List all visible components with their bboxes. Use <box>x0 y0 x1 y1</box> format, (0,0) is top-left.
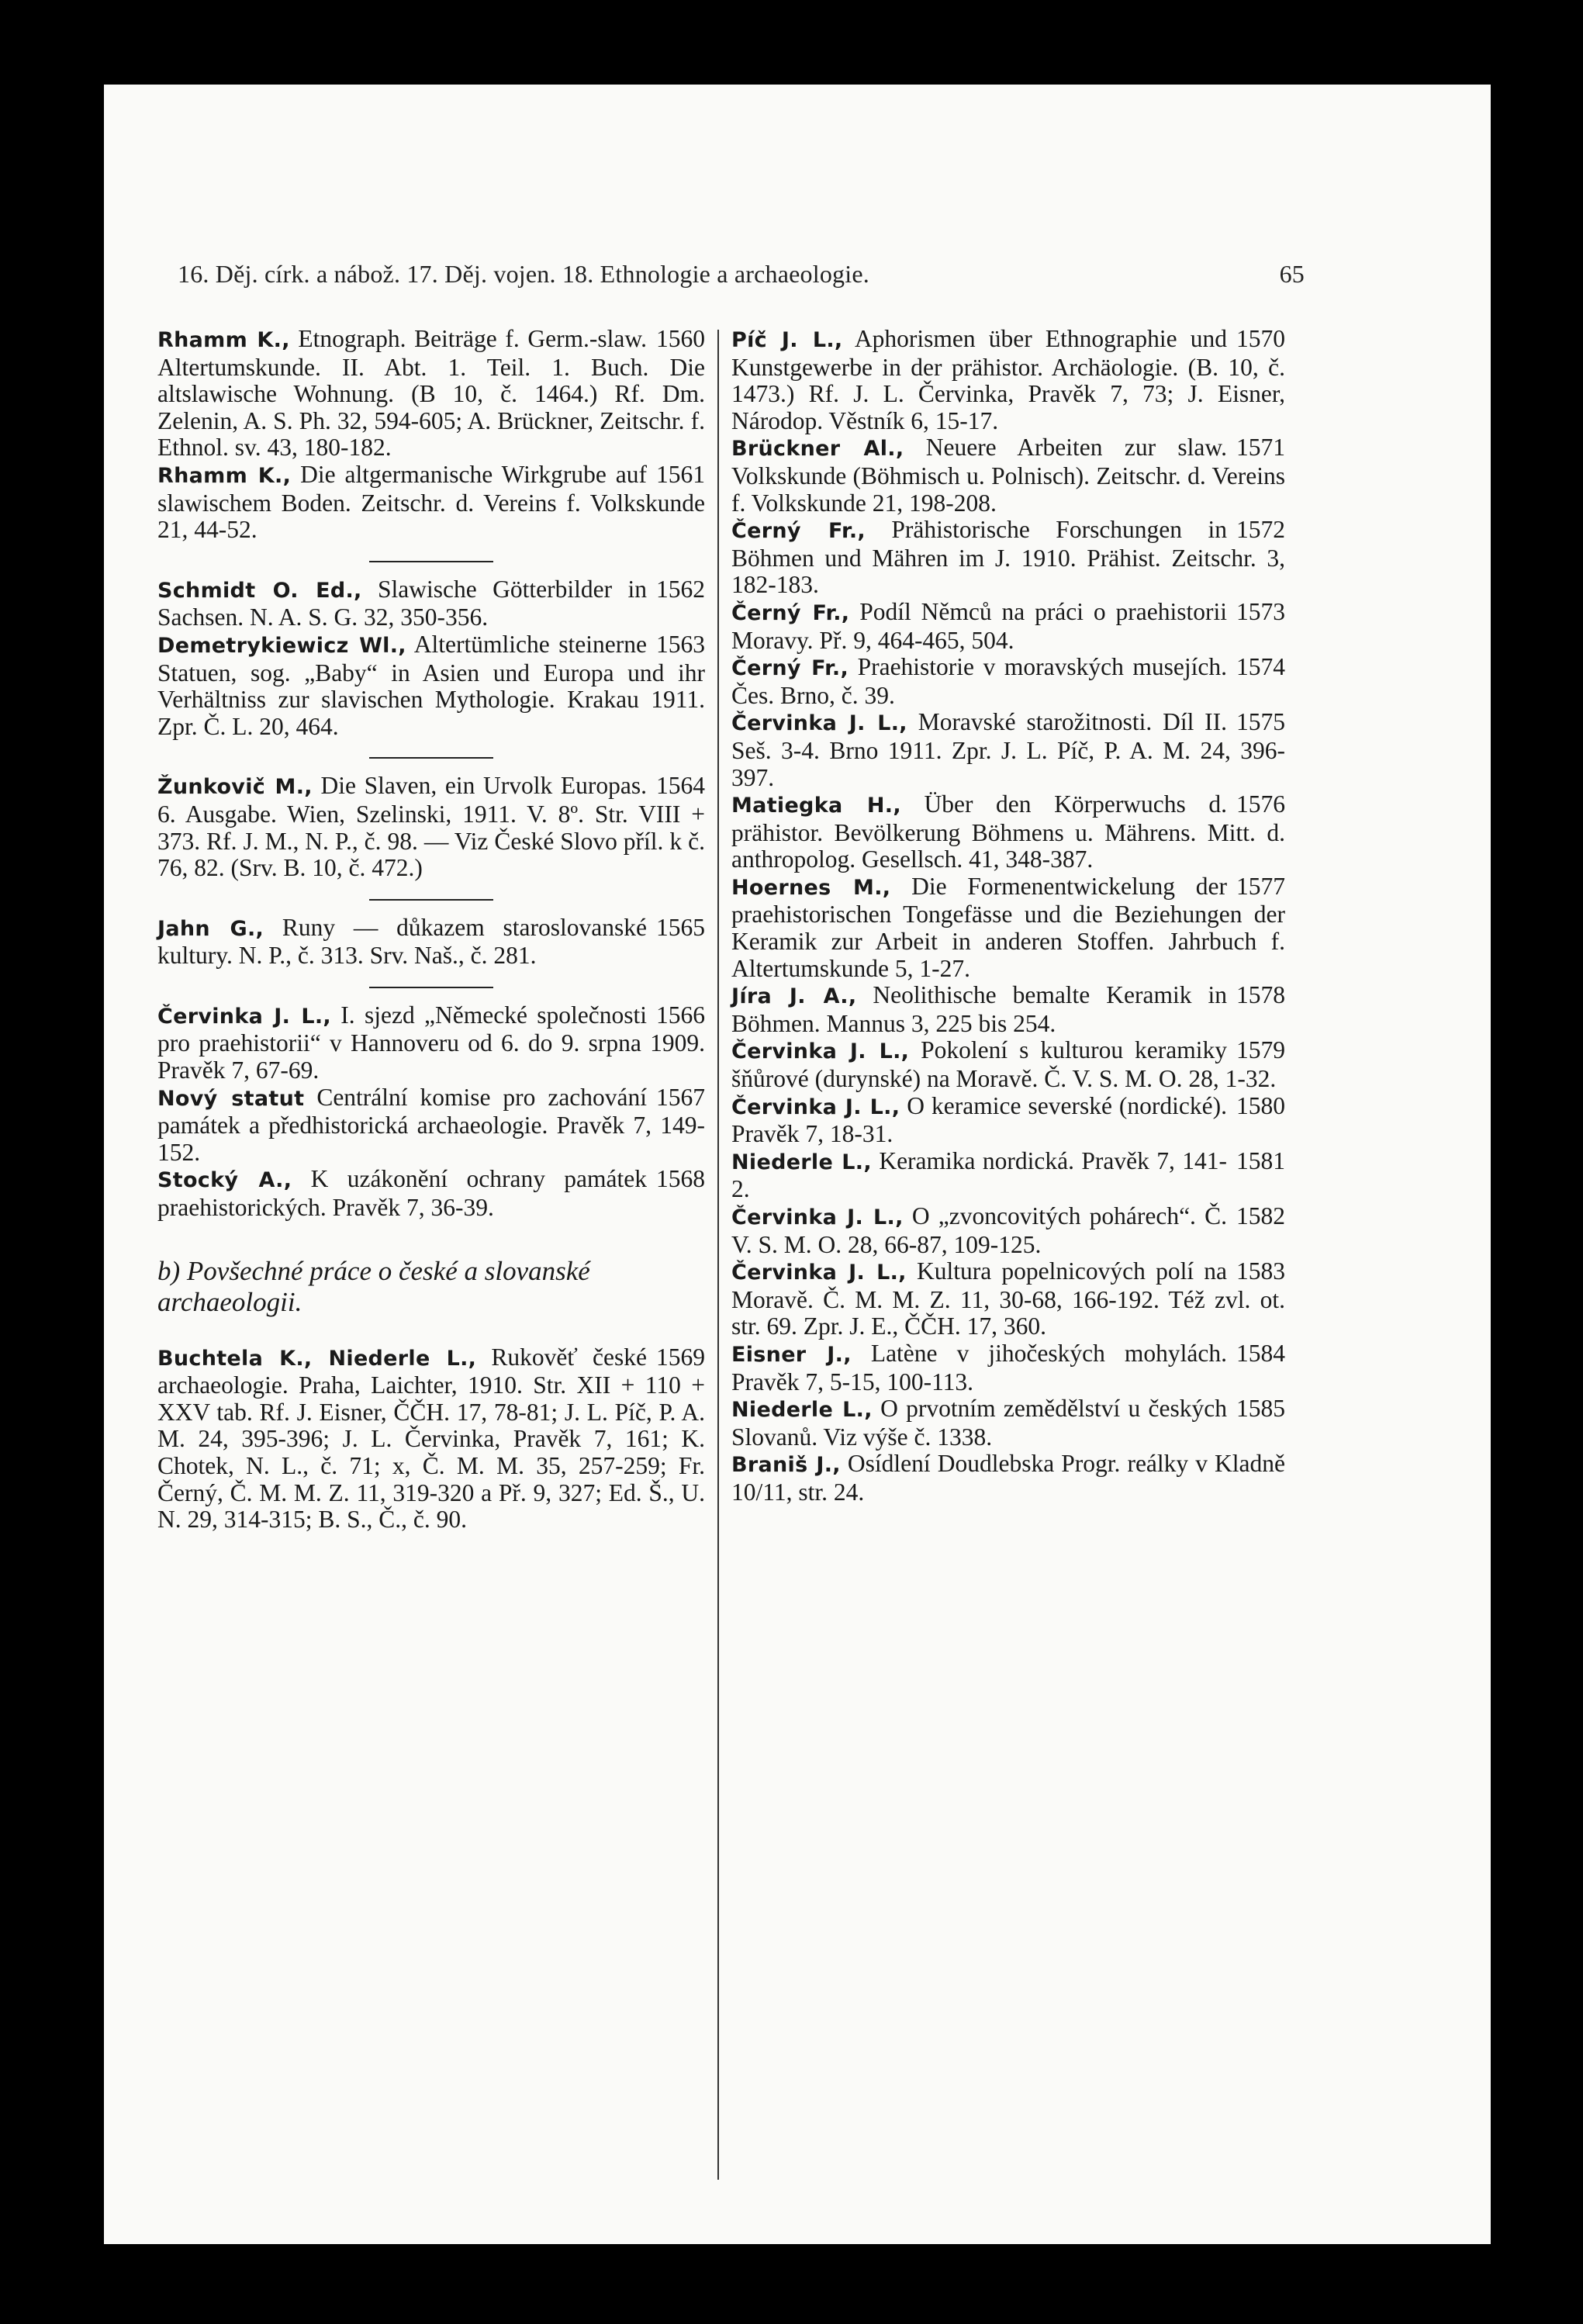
entry-text: Aphorismen über Ethnographie und Kunstgewerbe in der prähistor. Archäologie. (B. 10, č. 1473.) Rf. J. L. Červinka, Pravěk 7, 73; J. Eisner, Národop. Věstník 6, 15-17. <box>731 325 1285 434</box>
entry-author: Červinka J. L., <box>731 1095 900 1119</box>
entry-text: K uzákonění ochrany památek praehistorických. Pravěk 7, 36-39. <box>157 1165 648 1222</box>
entry-text: Die Formenentwickelung der praehistorischen Tongefässe und die Beziehungen der Keramik zur Arbeit in anderen Stoffen. Jahrbuch f. Altertumskunde 5, 1-27. <box>731 872 1285 982</box>
entry-author: Buchtela K., Niederle L., <box>157 1346 477 1371</box>
entry-text: Runy — důkazem staroslovanské kultury. N. P., č. 313. Srv. Naš., č. 281. <box>157 913 648 970</box>
entry-author: Brückner Al., <box>731 437 904 462</box>
entry-number: 1561 <box>656 460 705 488</box>
entry-number: 1578 <box>1236 981 1285 1009</box>
entry-author: Demetrykiewicz Wl., <box>157 633 406 658</box>
entry-author: Rhamm K., <box>157 463 292 488</box>
entry-text: Prähistorische Forschungen in Böhmen und Mähren im J. 1910. Prähist. Zeitschr. 3, 182-183. <box>731 516 1285 599</box>
entry-text: Etnograph. Beiträge f. Germ.-slaw. Altertumskunde. II. Abt. 1. Teil. 1. Buch. Die altslawische Wohnung. (B 10, č. 1464.) Rf. Dm. Zelenin, A. S. Ph. 32, 594-605; A. Brückner, Zeitschr. f. Ethnol. sv. 43, 180-182. <box>157 325 705 462</box>
entry-text: Latène v jihočeských mohylách. Pravěk 7, 5-15, 100-113. <box>731 1339 1227 1395</box>
entry-author: Píč J. L., <box>731 328 843 352</box>
bibliography-entry <box>731 1148 1285 1203</box>
entry-number: 1569 <box>656 1343 705 1371</box>
entry-text: I. sjezd „Německé společnosti pro praehistorii“ v Hannoveru od 6. do 9. srpna 1909. Pravěk 7, 67-69. <box>157 1001 705 1084</box>
entry-number: 1563 <box>656 630 705 658</box>
entry-number: 1567 <box>656 1083 705 1111</box>
entry-author: Stocký A., <box>157 1168 292 1193</box>
bibliography-entry <box>157 915 705 970</box>
entry-author: Rhamm K., <box>157 328 290 352</box>
entry-text: Praehistorie v moravských musejích. Čes. Brno, č. 39. <box>731 653 1227 709</box>
entry-text: Altertümliche steinerne Statuen, sog. „Baby“ in Asien und Europa und ihr Verhältniss zur slavischen Mythologie. Krakau 1911. Zpr. Č. L. 20, 464. <box>157 630 705 740</box>
bibliography-entry <box>731 873 1285 982</box>
bibliography-entry <box>731 517 1285 599</box>
separator-rule <box>369 899 493 901</box>
entry-text: Centrální komise pro zachování památek a předhistorická archaeologie. Pravěk 7, 149-152. <box>157 1083 705 1166</box>
bibliography-entry <box>157 576 705 631</box>
entry-author: Červinka J. L., <box>731 711 907 736</box>
bibliography-entry <box>731 709 1285 791</box>
entry-number: 1565 <box>656 913 705 941</box>
entry-author: Červinka J. L., <box>731 1205 904 1229</box>
entry-number: 1571 <box>1236 434 1285 462</box>
right-column <box>731 326 1285 1506</box>
bibliography-entry <box>157 326 705 462</box>
bibliography-entry <box>157 1002 705 1084</box>
entry-text: Rukověť české archaeologie. Praha, Laichter, 1910. Str. XII + 110 + XXV tab. Rf. J. Eisner, ČČH. 17, 78-81; J. L. Píč, P. A. M. 24, 395-396; J. L. Červinka, Pravěk 7, 161; K. Chotek, N. L., č. 71; x, Č. M. M. 35, 257-259; Fr. Černý, Č. M. M. Z. 11, 319-320 a Př. 9, 327; Ed. Š., U. N. 29, 314-315; B. S., Č., č. 90. <box>157 1343 705 1534</box>
entry-author: Matiegka H., <box>731 794 901 818</box>
entry-number: 1575 <box>1236 708 1285 736</box>
entry-number: 1581 <box>1236 1146 1285 1174</box>
entry-text: Keramika nordická. Pravěk 7, 141-2. <box>731 1146 1228 1203</box>
entry-author: Braniš J., <box>731 1453 841 1478</box>
entry-author: Žunkovič M., <box>157 775 313 800</box>
bibliography-entry <box>157 1166 705 1221</box>
separator-rule <box>369 757 493 759</box>
bibliography-entry <box>731 326 1285 434</box>
running-title: 16. Děj. círk. a nábož. 17. Děj. vojen. 18. Ethnologie a archaeologie. <box>178 260 869 288</box>
entry-text: Osídlení Doudlebska Progr. reálky v Kladně 10/11, str. 24. <box>731 1450 1286 1506</box>
entry-text: Die altgermanische Wirkgrube auf slawischem Boden. Zeitschr. d. Vereins f. Volkskunde 21, 44-52. <box>157 460 705 544</box>
entry-number: 1573 <box>1236 597 1285 625</box>
separator-rule <box>369 987 493 988</box>
bibliography-entry <box>731 599 1285 654</box>
entry-text: Slawische Götterbilder in Sachsen. N. A. S. G. 32, 350-356. <box>157 575 648 631</box>
entry-number: 1566 <box>656 1001 705 1029</box>
bibliography-entry <box>157 1344 705 1534</box>
entry-text: O keramice severské (nordické). Pravěk 7, 18-31. <box>731 1091 1227 1148</box>
entry-author: Jíra J. A., <box>731 984 857 1009</box>
entry-text: O prvotním zemědělství u českých Slovanů. Viz výše č. 1338. <box>731 1395 1228 1451</box>
entry-author: Nový statut <box>157 1086 305 1111</box>
entry-text: O „zvoncovitých pohárech“. Č. V. S. M. O. 28, 66-87, 109-125. <box>731 1202 1227 1258</box>
bibliography-entry <box>731 1451 1285 1506</box>
entry-text: Über den Körperwuchs d. prähistor. Bevölkerung Böhmens u. Mährens. Mitt. d. anthropolog. Gesellsch. 41, 348-387. <box>731 790 1285 873</box>
entry-author: Červinka J. L., <box>731 1261 907 1285</box>
bibliography-entry <box>157 631 705 740</box>
left-column <box>157 326 705 1534</box>
entry-author: Hoernes M., <box>731 875 891 900</box>
entry-author: Niederle L., <box>731 1150 872 1174</box>
entry-number: 1564 <box>656 772 705 800</box>
entry-number: 1560 <box>656 325 705 352</box>
bibliography-entry <box>157 1084 705 1167</box>
entry-number: 1585 <box>1236 1395 1285 1423</box>
entry-number: 1579 <box>1236 1036 1285 1064</box>
bibliography-entry <box>157 462 705 544</box>
bibliography-entry <box>731 654 1285 709</box>
entry-text: Podíl Němců na práci o praehistorii Moravy. Př. 9, 464-465, 504. <box>731 597 1227 654</box>
entry-number: 1576 <box>1236 790 1285 818</box>
entry-number: 1570 <box>1236 325 1285 352</box>
bibliography-entry <box>731 1340 1285 1395</box>
entry-author: Červinka J. L., <box>157 1004 331 1029</box>
entry-number: 1572 <box>1236 516 1285 544</box>
bibliography-entry <box>731 982 1285 1037</box>
entry-number: 1574 <box>1236 653 1285 681</box>
entry-number: 1577 <box>1236 872 1285 900</box>
entry-number: 1582 <box>1236 1202 1285 1229</box>
entry-text: Kultura popelnicových polí na Moravě. Č. M. M. Z. 11, 30-68, 166-192. Též zvl. ot. str. 69. Zpr. J. E., ČČH. 17, 360. <box>731 1257 1285 1340</box>
entry-author: Eisner J., <box>731 1342 852 1367</box>
column-divider <box>717 330 719 2180</box>
bibliography-entry <box>731 1258 1285 1340</box>
entry-number: 1583 <box>1236 1257 1285 1285</box>
entry-author: Jahn G., <box>157 916 264 941</box>
entry-text: Die Slaven, ein Urvolk Europas. 6. Ausgabe. Wien, Szelinski, 1911. V. 8º. Str. VIII + 373. Rf. J. M., N. P., č. 98. — Viz České Slovo příl. k č. 76, 82. (Srv. B. 10, č. 472.) <box>157 772 705 882</box>
entry-text: Neuere Arbeiten zur slaw. Volkskunde (Böhmisch u. Polnisch). Zeitschr. d. Vereins f. Volkskunde 21, 198-208. <box>731 434 1285 517</box>
entry-number: 1584 <box>1236 1339 1285 1367</box>
bibliography-entry <box>157 773 705 881</box>
bibliography-entry <box>731 1093 1285 1148</box>
separator-rule <box>369 561 493 562</box>
entry-text: Pokolení s kulturou keramiky šňůrové (durynské) na Moravě. Č. V. S. M. O. 28, 1-32. <box>731 1036 1277 1093</box>
entry-author: Černý Fr., <box>731 656 849 681</box>
entry-author: Černý Fr., <box>731 600 850 625</box>
entry-author: Niederle L., <box>731 1398 873 1423</box>
entry-number: 1562 <box>656 575 705 603</box>
page-number: 65 <box>1279 260 1305 288</box>
entry-author: Černý Fr., <box>731 519 866 544</box>
entry-author: Schmidt O. Ed., <box>157 578 362 603</box>
section-heading: b) Povšechné práce o české a slovanské archaeologii. <box>157 1255 590 1317</box>
bibliography-entry <box>731 434 1285 517</box>
entry-text: Moravské starožitnosti. Díl II. Seš. 3-4. Brno 1911. Zpr. J. L. Píč, P. A. M. 24, 396-397. <box>731 708 1285 791</box>
bibliography-entry <box>731 1395 1285 1451</box>
bibliography-entry <box>731 1037 1285 1092</box>
bibliography-entry <box>731 791 1285 873</box>
entry-text: Neolithische bemalte Keramik in Böhmen. Mannus 3, 225 bis 254. <box>731 981 1227 1037</box>
entry-number: 1580 <box>1236 1091 1285 1119</box>
entry-author: Červinka J. L., <box>731 1039 910 1064</box>
bibliography-entry <box>731 1203 1285 1258</box>
running-header <box>178 260 1305 289</box>
entry-number: 1568 <box>656 1165 705 1193</box>
